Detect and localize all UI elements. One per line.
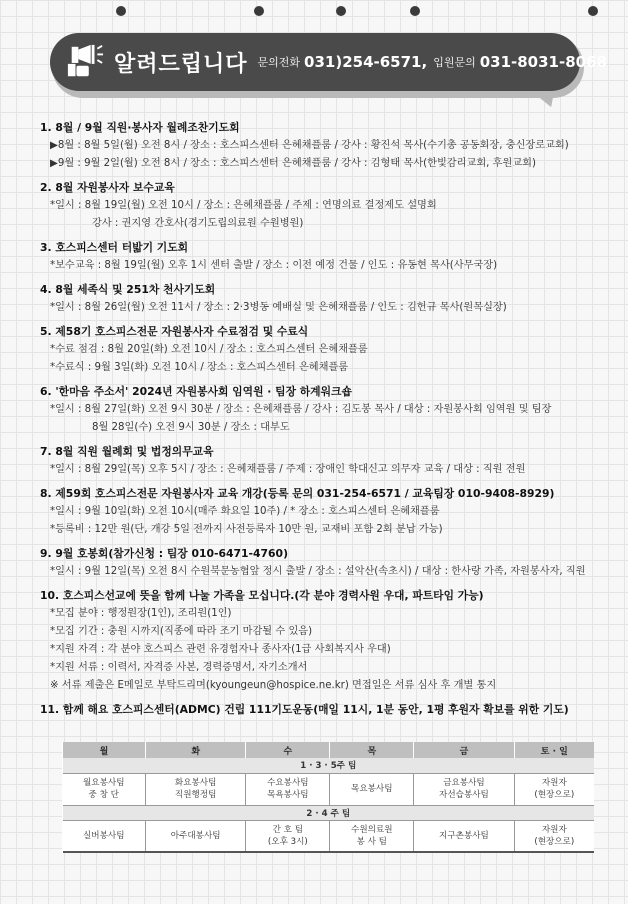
notice-section-1 <box>40 118 600 173</box>
team-cell: 자원자 (현장으로) <box>514 820 594 852</box>
section-line: *수료식 : 9월 3일(화) 오전 10시 / 장소 : 호스피스센터 은혜채플룸 <box>50 362 349 373</box>
week-group-label: 1 · 3 · 5주 팀 <box>63 758 595 773</box>
section-line: ▶8월 : 8월 5일(월) 오전 8시 / 장소 : 호스피스센터 은혜채플룸 / 강사 : 황진석 목사(수기총 공동회장, 충신장로교회) <box>50 140 569 151</box>
team-cell: 아주대봉사팀 <box>145 820 245 852</box>
inquiry-label: 문의전화 <box>257 56 301 69</box>
section-heading: 2. 8월 자원봉사자 보수교육 <box>40 181 175 194</box>
table-row <box>63 820 595 852</box>
section-line: *수료 점검 : 8월 20일(화) 오전 10시 / 장소 : 호스피스센터 은혜채플룸 <box>50 344 368 355</box>
team-cell: 자원자 (현장으로) <box>514 773 594 805</box>
notice-section-10 <box>40 586 600 695</box>
section-line: 8월 28일(수) 오전 9시 30분 / 장소 : 대부도 <box>92 422 290 433</box>
section-heading: 4. 8월 세족식 및 251차 천사기도회 <box>40 283 216 296</box>
table-row <box>63 773 595 805</box>
section-heading: 11. 함께 해요 호스피스센터(ADMC) 건립 111기도운동(매일 11시, 1분 동안, 1평 후원자 확보를 위한 기도) <box>40 703 569 716</box>
section-heading: 10. 호스피스선교에 뜻을 함께 나눌 가족을 모십니다.(각 분야 경력사원 우대, 파트타임 가능) <box>40 589 484 602</box>
section-line: *일시 : 8월 29일(목) 오후 5시 / 장소 : 은혜채플룸 / 주제 : 장애인 학대신고 의무자 교육 / 대상 : 직원 전원 <box>50 464 526 475</box>
notice-section-11 <box>40 700 600 719</box>
section-line: *지원 서류 : 이력서, 자격증 사본, 경력증명서, 자기소개서 <box>50 662 308 673</box>
section-heading: 6. '한마음 주소서' 2024년 자원봉사회 임역원 · 팀장 하계워크숍 <box>40 385 352 398</box>
admission-phone: 031-8031-8068 <box>479 53 607 71</box>
notice-section-9 <box>40 544 600 581</box>
notice-banner <box>50 33 607 91</box>
admission-label: 입원문의 <box>433 56 476 69</box>
section-line: *보수교육 : 8월 19일(월) 오후 1시 센터 출발 / 장소 : 이전 예정 건물 / 인도 : 유동현 목사(사무국장) <box>50 260 498 271</box>
section-line: *모집 기간 : 충원 시까지(직종에 따라 조기 마감될 수 있음) <box>50 626 313 637</box>
section-heading: 9. 9월 호봉회(참가신청 : 팀장 010-6471-4760) <box>40 547 289 560</box>
section-line: ▶9월 : 9월 2일(월) 오전 8시 / 장소 : 호스피스센터 은혜채플룸 / 강사 : 김형태 목사(한빛감리교회, 후원교회) <box>50 158 536 169</box>
inquiry-phone: 031)254-6571, <box>304 53 428 71</box>
section-line: *모집 분야 : 행정원장(1인), 조리원(1인) <box>50 608 232 619</box>
section-line: *일시 : 8월 26일(월) 오전 11시 / 장소 : 2·3병동 예배실 및 은혜채플룸 / 인도 : 김헌규 목사(원목실장) <box>50 302 507 313</box>
section-line: *일시 : 8월 27일(화) 오전 9시 30분 / 장소 : 은혜채플룸 / 강사 : 김도봉 목사 / 대상 : 자원봉사회 임역원 및 팀장 <box>50 404 552 415</box>
section-heading: 1. 8월 / 9월 직원·봉사자 월례조찬기도회 <box>40 121 240 134</box>
decor-dot <box>116 6 126 16</box>
decor-dot <box>588 6 598 16</box>
week-group-label: 2 · 4 주 팀 <box>63 805 595 820</box>
notice-section-6 <box>40 382 600 437</box>
schedule-header-row <box>63 742 595 758</box>
section-line: *일시 : 9월 10일(화) 오전 10시(매주 화요일 10주) / * 장소 : 호스피스센터 은혜채플룸 <box>50 506 440 517</box>
day-header: 월 <box>63 742 146 758</box>
notice-section-3 <box>40 238 600 275</box>
team-cell: 지구촌봉사팀 <box>414 820 514 852</box>
decor-dot <box>254 6 264 16</box>
team-cell: 수원의료원 봉 사 팀 <box>330 820 414 852</box>
decor-dot <box>336 6 346 16</box>
section-line: ※ 서류 제출은 E메일로 부탁드리며(kyoungeun@hospice.ne.kr) 면접일은 서류 심사 후 개별 통지 <box>50 680 497 691</box>
notice-section-5 <box>40 322 600 377</box>
notice-list <box>40 118 600 724</box>
team-cell: 화요봉사팀 직원행정팀 <box>145 773 245 805</box>
day-header: 금 <box>414 742 514 758</box>
section-heading: 8. 제59회 호스피스전문 자원봉사자 교육 개강(등록 문의 031-254-6571 / 교육팀장 010-9408-8929) <box>40 487 555 500</box>
section-line: *등록비 : 12만 원(단, 개강 5일 전까지 사전등록자 10만 원, 교재비 포함 2회 분납 가능) <box>50 524 443 535</box>
page-title: 알려드립니다 <box>114 51 248 77</box>
section-line: *지원 자격 : 각 분야 호스피스 관련 유경험자나 종사자(1급 사회복지사 우대) <box>50 644 391 655</box>
notice-section-8 <box>40 484 600 539</box>
section-heading: 5. 제58기 호스피스전문 자원봉사자 수료점검 및 수료식 <box>40 325 309 338</box>
day-header: 토 · 일 <box>514 742 594 758</box>
team-cell: 수요봉사팀 목욕봉사팀 <box>246 773 330 805</box>
section-line: 강사 : 권지영 간호사(경기도립의료원 수원병원) <box>92 218 304 229</box>
notice-section-7 <box>40 442 600 479</box>
volunteer-schedule-table <box>62 742 594 853</box>
day-header: 화 <box>145 742 245 758</box>
day-header: 수 <box>246 742 330 758</box>
team-cell: 실버봉사팀 <box>63 820 146 852</box>
decor-dot <box>410 6 420 16</box>
notice-section-4 <box>40 280 600 317</box>
team-cell: 월요봉사팀 중 창 단 <box>63 773 146 805</box>
team-cell: 간 호 팀 (오후 3시) <box>246 820 330 852</box>
megaphone-icon <box>66 43 104 81</box>
section-heading: 7. 8월 직원 월례회 및 법정의무교육 <box>40 445 214 458</box>
team-cell: 금요봉사팀 자선습봉사팀 <box>414 773 514 805</box>
section-line: *일시 : 8월 19일(월) 오전 10시 / 장소 : 은혜채플룸 / 주제 : 연명의료 결정제도 설명회 <box>50 200 437 211</box>
section-line: *일시 : 9월 12일(목) 오전 8시 수원북문농협앞 정시 출발 / 장소 : 설악산(속초시) / 대상 : 한사랑 가족, 자원봉사자, 직원 <box>50 566 586 577</box>
notice-section-2 <box>40 178 600 233</box>
section-heading: 3. 호스피스센터 터밟기 기도회 <box>40 241 189 254</box>
day-header: 목 <box>330 742 414 758</box>
team-cell: 목요봉사팀 <box>330 773 414 805</box>
